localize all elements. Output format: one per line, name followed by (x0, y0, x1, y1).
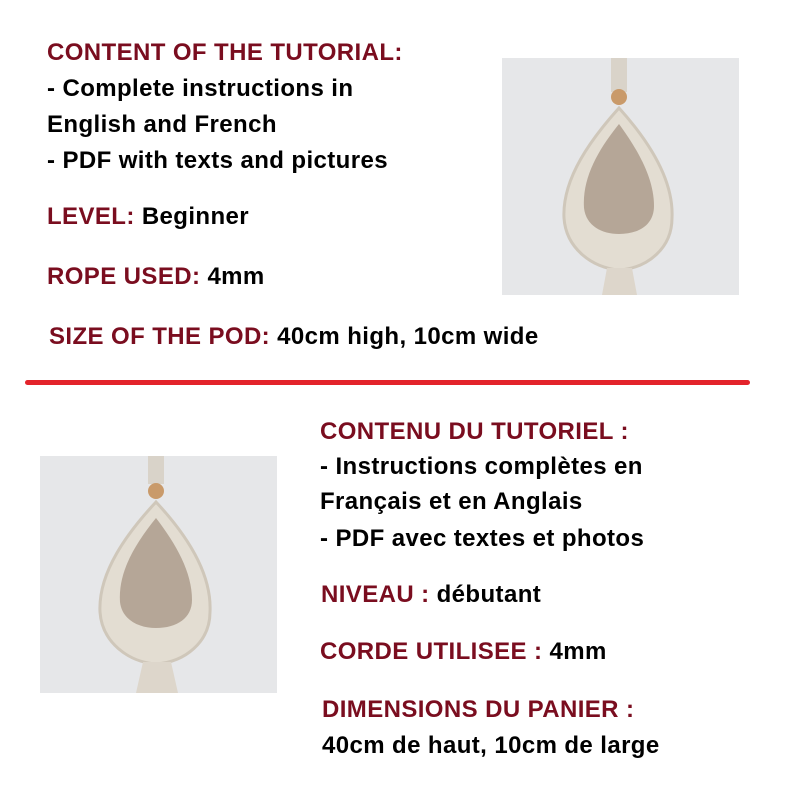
content-line-2-fr: Français et en Anglais (320, 488, 583, 515)
content-heading-en: CONTENT OF THE TUTORIAL: (47, 39, 403, 66)
level-value: Beginner (141, 203, 250, 230)
pod-photo-top (502, 58, 739, 295)
content-line-3-en: - PDF with texts and pictures (47, 147, 388, 174)
content-line-1-en: - Complete instructions in (47, 75, 354, 102)
rope-fr (320, 637, 607, 667)
size-label: SIZE OF THE POD: (49, 323, 271, 350)
macrame-pod-image (502, 58, 739, 295)
content-heading-fr: CONTENU DU TUTORIEL : (320, 418, 629, 445)
level-fr (321, 580, 541, 610)
level-label: LEVEL: (47, 203, 135, 230)
content-line-2-en: English and French (47, 111, 277, 138)
size-label-fr: DIMENSIONS DU PANIER : (322, 696, 635, 723)
size-value: 40cm high, 10cm wide (277, 323, 539, 350)
level-value: débutant (436, 581, 542, 608)
content-line-1-fr: - Instructions complètes en (320, 453, 643, 480)
size-en (49, 322, 539, 352)
size-value-fr: 40cm de haut, 10cm de large (322, 732, 660, 759)
pod-photo-bottom (40, 456, 277, 693)
rope-en (47, 262, 265, 292)
rope-label: ROPE USED: (47, 263, 201, 290)
level-label: NIVEAU : (321, 581, 430, 608)
level-en (47, 202, 249, 232)
macrame-pod-image (40, 456, 277, 693)
rope-label: CORDE UTILISEE : (320, 638, 543, 665)
rope-value: 4mm (207, 263, 265, 290)
rope-value: 4mm (549, 638, 607, 665)
divider (25, 380, 750, 385)
content-line-3-fr: - PDF avec textes et photos (320, 525, 645, 552)
